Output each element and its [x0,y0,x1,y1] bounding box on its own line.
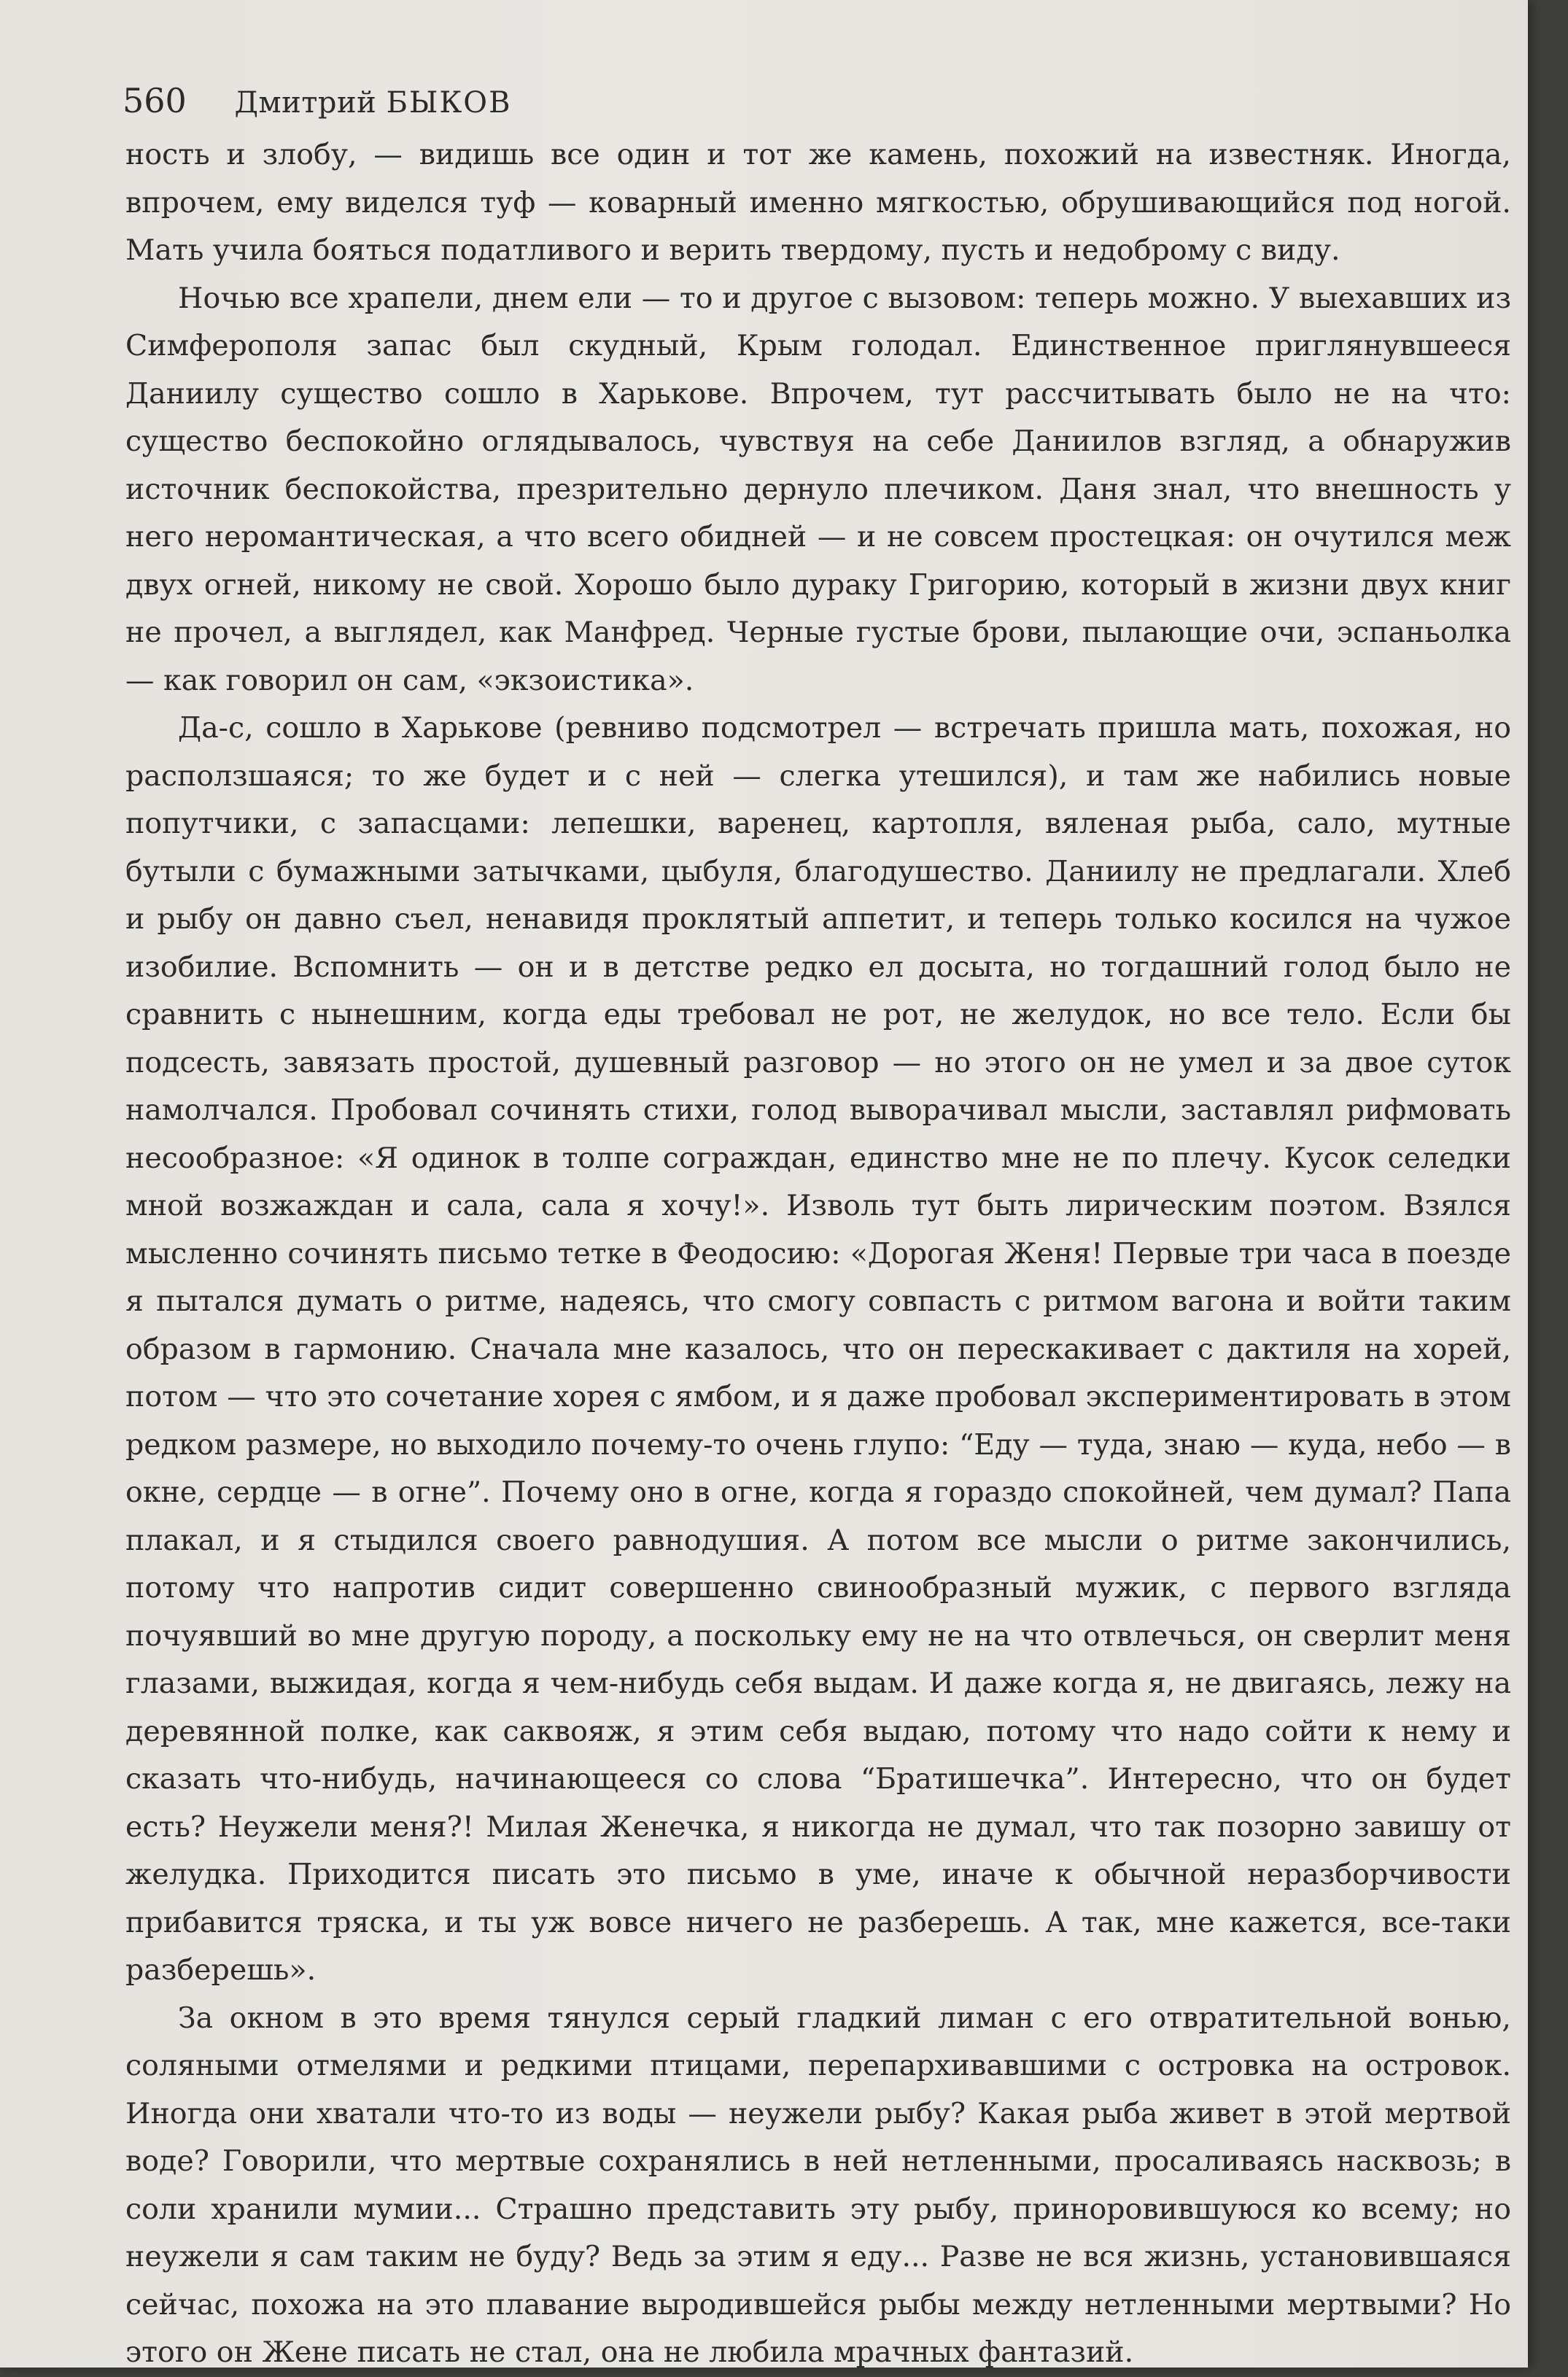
body-text [125,131,1511,2377]
page-header [123,79,511,125]
paragraph-4: За окном в это время тянулся серый гладкий лиман с его отвратительной вонью, соляными отмелями и редкими птицами, перепархивавшими с островка на островок. Иногда они хватали что-то из воды — неужели рыбу? Какая рыба живет в этой мертвой воде? Говорили, что мертвые сохранялись в ней нетленными, просаливаясь насквозь; в соли хранили мумии... Страшно представить эту рыбу, приноровившуюся ко всему; но неужели я сам таким не буду? Ведь за этим я еду... Разве не вся жизнь, установившаяся сейчас, похожа на это плавание выродившейся рыбы между нетленными мертвыми? Но этого он Жене писать не стал, она не любила мрачных фантазий. [125,2001,1511,2369]
page-number: 560 [123,81,187,120]
author-last-name: БЫКОВ [386,86,512,120]
paragraph-2: Ночью все храпели, днем ели — то и другое с вызовом: теперь можно. У выехавших из Симферополя запас был скудный, Крым голодал. Единственное приглянувшееся Даниилу существо сошло в Харькове. Впрочем, тут рассчитывать было не на что: существо беспокойно оглядывалось, чувствуя на себе Даниилов взгляд, а обнаружив источник беспокойства, презрительно дернуло плечиком. Даня знал, что внешность у него неромантическая, а что всего обидней — и не совсем простецкая: он очутился меж двух огней, никому не свой. Хорошо было дураку Григорию, который в жизни двух книг не прочел, а выглядел, как Манфред. Черные густые брови, пылающие очи, эспаньолка — как говорил он сам, «экзоистика». [125,281,1511,697]
running-head-author [234,81,511,125]
author-first-name: Дмитрий [234,86,377,120]
paragraph-1: ность и злобу, — видишь все один и тот же камень, похожий на известняк. Иногда, впрочем, ему виделся туф — коварный именно мягкостью, обрушивающийся под ногой. Мать учила бояться податливого и верить твердому, пусть и недоброму с виду. [125,138,1511,267]
paragraph-3: Да-с, сошло в Харькове (ревниво подсмотрел — встречать пришла мать, похожая, но расползшаяся; то же будет и с ней — слегка утешился), и там же набились новые попутчики, с запасцами: лепешки, варенец, картопля, вяленая рыба, сало, мутные бутыли с бумажными затычками, цыбуля, благодушество. Даниилу не предлагали. Хлеб и рыбу он давно съел, ненавидя проклятый аппетит, и теперь только косился на чужое изобилие. Вспомнить — он и в детстве редко ел досыта, но тогдашний голод было не сравнить с нынешним, когда еды требовал не рот, не желудок, но все тело. Если бы подсесть, завязать простой, душевный разговор — но этого он не умел и за двое суток намолчался. Пробовал сочинять стихи, голод выворачивал мысли, заставлял рифмовать несообразное: «Я одинок в толпе сограждан, единство мне не по плечу. Кусок селедки мной возжаждан и сала, сала я хочу!». Изволь тут быть лирическим поэтом. Взялся мысленно сочинять письмо тетке в Феодосию: «Дорогая Женя! Первые три часа в поезде я пытался думать о ритме, надеясь, что смогу совпасть с ритмом вагона и войти таким образом в гармонию. Сначала мне казалось, что он перескакивает с дактиля на хорей, потом — что это сочетание хорея с ямбом, и я даже пробовал экспериментировать в этом редком размере, но выходило почему-то очень глупо: “Еду — туда, знаю — куда, небо — в окне, сердце — в огне”. Почему оно в огне, когда я гораздо спокойней, чем думал? Папа плакал, и я стыдился своего равнодушия. А потом все мысли о ритме закончились, потому что напротив сидит совершенно свинообразный мужик, с первого взгляда почуявший во мне другую породу, а поскольку ему не на что отвлечься, он сверлит меня глазами, выжидая, когда я чем-нибудь себя выдам. И даже когда я, не двигаясь, лежу на деревянной полке, как саквояж, я этим себя выдаю, потому что надо сойти к нему и сказать что-нибудь, начинающееся со слова “Братишечка”. Интересно, что он будет есть? Неужели меня?! Милая Женечка, я никогда не думал, что так позорно завишу от желудка. Приходится писать это письмо в уме, иначе к обычной неразборчивости прибавится тряска, и ты уж вовсе ничего не разберешь. А так, мне кажется, все-таки разберешь». [125,711,1511,1987]
